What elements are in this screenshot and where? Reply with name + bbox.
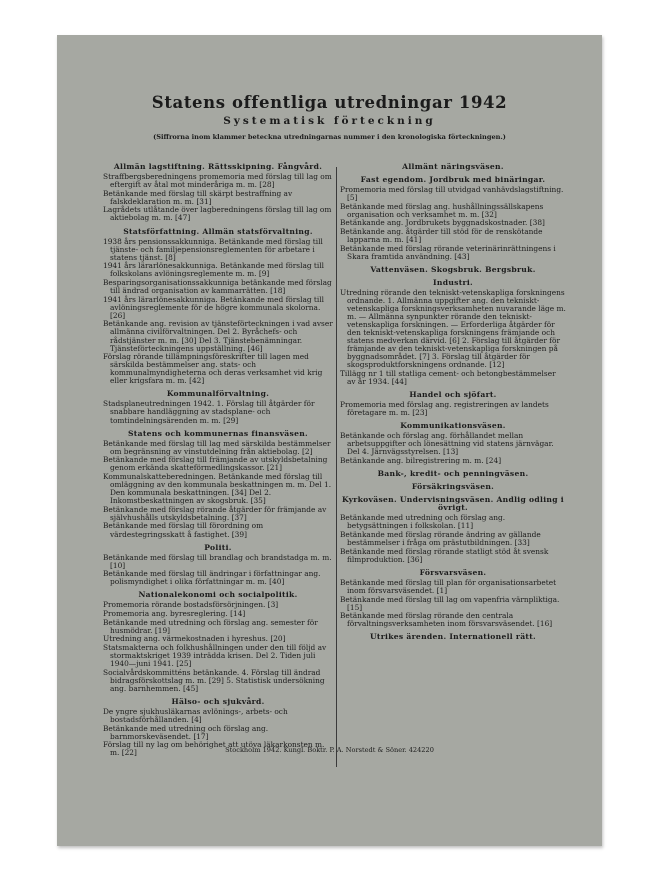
document-page (57, 35, 602, 846)
list-item: Förslag rörande tillämpningsföreskrifter till lagen med särskilda bestämmelser ang. stats- och kommunalmyndigheterna och deras verksamhet vid krig eller krigsfara m. m. [42] (103, 352, 323, 386)
section-heading: Kommunikationsväsen. (400, 421, 506, 431)
list-item: Betänkande med förslag rörande den centrala förvaltningsverksamheten inom försvarsväsendet. [16] (340, 611, 553, 629)
left-column (103, 163, 333, 758)
section-heading: Handel och sjöfart. (409, 390, 497, 400)
list-item: Betänkande med förslag rörande åtgärder för främjande av självhushålls utskyldsbetalning. [37] (103, 504, 327, 522)
section-heading: Hälso- och sjukvård. (171, 696, 265, 706)
list-item: Promemoria rörande bostadsförsörjningen. [3] (103, 600, 279, 610)
list-item: Betänkande och förslag ang. förhållandet mellan arbetsuppgifter och lönesättning vid statens järnvägar. Del 4. Järnvägsstyrelsen. [13] (340, 431, 554, 457)
section-heading: Nationalekonomi och socialpolitik. (138, 590, 298, 600)
list-item: Promemoria med förslag till utvidgad vanhävdslagstiftning. [5] (340, 185, 564, 203)
right-column (340, 163, 566, 643)
list-item: Betänkande med förslag till brandlag och brandstadga m. m. [10] (103, 552, 332, 570)
section-heading: Politi. (204, 542, 232, 552)
section-heading: Allmän lagstiftning. Rättsskipning. Fångvård. (113, 162, 323, 171)
list-item: Betänkande ang. åtgärder till stöd för de renskötande lapparna m. m. [41] (340, 227, 543, 245)
list-item: 1938 års pensionssakkunniga. Betänkande med förslag till tjänste- och familjepensionsreglementen för arbetare i statens tjänst. [8] (103, 236, 323, 262)
list-item: Betänkande med förslag rörande veterinärinrättningens i Skara framtida användning. [43] (340, 243, 556, 261)
section-heading: Statsförfattning. Allmän statsförvaltning. (123, 226, 313, 236)
section-heading: Industri. (433, 277, 473, 287)
list-item: Statsmakterna och folkhushållningen under den till följd av stormaktskriget 1939 inträdda krisen. Del 2. Tiden juli 1940—juni 1941. [25] (103, 643, 327, 669)
list-item: Betänkande med utredning och förslag ang. barnmorskeväsendet. [17] (103, 723, 269, 741)
list-item: 1941 års lärarlönesakkunniga. Betänkande med förslag till avlöningsreglemente för de högre kommunala skolorna. [26] (103, 294, 324, 320)
list-item: Tillägg nr 1 till statliga cement- och betongbestämmelser av år 1934. [44] (340, 369, 556, 387)
section-heading: Kommunalförvaltning. (166, 389, 270, 399)
list-item: Förslag till ny lag om behörighet att utöva läkarkonsten m. m. [22] (103, 740, 325, 758)
list-item: Kommunalskatteberedningen. Betänkande med förslag till omläggning av den kommunala beskattningen m. m. Del 1. Den kommunala beskattningen. [34] Del 2. Inkomstbeskattningen av skogsbruk. [35] (103, 471, 332, 506)
list-item: Betänkande med utredning och förslag ang. betygsättningen i folkskolan. [11] (340, 513, 506, 531)
list-item: Betänkande med förslag till plan för organisationsarbetet inom försvarsväsendet. [1] (340, 577, 557, 595)
list-item: Betänkande ang. bilregistrering m. m. [24] (340, 456, 502, 466)
document-subtitle: Systematisk förteckning (223, 115, 436, 127)
list-item: Betänkande med förslag till skärpt bestraffning av falskdeklaration m. m. [31] (103, 188, 293, 206)
list-item: Utredning ang. värmekostnaden i hyreshus. [20] (103, 634, 286, 644)
list-item: Betänkande med förslag till ändringar i författningar ang. polismyndighet i olika författningar m. m. [40] (103, 569, 321, 587)
list-item: Betänkande med förslag rörande statligt stöd åt svensk filmproduktion. [36] (340, 546, 549, 564)
document-note: (Siffrorna inom klammer beteckna utredningarnas nummer i den kronologiska förteckningen.) (153, 133, 506, 141)
list-item: Betänkande med förslag rörande ändring av gällande bestämmelser i fråga om prästutbildningen. [33] (340, 529, 541, 548)
column-divider (336, 167, 337, 767)
section-heading: Statens och kommunernas finansväsen. (128, 428, 308, 438)
list-item: 1941 års lärarlönesakkunniga. Betänkande med förslag till folkskolans avlöningsreglemente m. m. [9] (103, 261, 324, 279)
imprint: Stockholm 1942. Kungl. Boktr. P. A. Norstedt & Söner. 424220 (225, 746, 434, 754)
list-item: Lagrådets utlåtande över lagberedningens förslag till lag om aktiebolag m. m. [47] (103, 205, 332, 223)
section-heading: Försäkringsväsen. (411, 482, 495, 492)
section-heading: Vattenväsen. Skogsbruk. Bergsbruk. (370, 264, 536, 274)
section-heading: Kyrkoväsen. Undervisningsväsen. Andlig odling i övrigt. (342, 495, 564, 513)
section-heading: Bank-, kredit- och penningväsen. (377, 469, 529, 479)
list-item: Betänkande med förslag till lag med särskilda bestämmelser om begränsning av vinstutdelning från aktiebolag. [2] (103, 438, 331, 456)
list-item: Betänkande med förslag till främjande av utskyldsbetalning genom erkända skatteförmedlingskassor. [21] (103, 455, 328, 473)
list-item: Promemoria ang. byresreglering. [14] (103, 609, 246, 619)
list-item: Betänkande ang. Jordbrukets byggnadskostnader. [38] (340, 218, 545, 228)
list-item: Betänkande ang. revision av tjänsteförteckningen i vad avser allmänna civilförvaltningen. Del 2. Byråchefs- och rådstjänster m. m. [30] Del 3. Tjänstebenämningar. Tjänsteförteckningens uppställning. [46] (103, 319, 333, 353)
list-item: Betänkande med förslag till förordning om värdestegringsskatt å fastighet. [39] (103, 521, 264, 539)
section-heading: Fast egendom. Jordbruk med binäringar. (360, 175, 546, 185)
list-item: Promemoria med förslag ang. registreringen av landets företagare m. m. [23] (340, 400, 549, 418)
list-item: Betänkande med förslag ang. hushållningssällskapens organisation och verksamhet m. m. [32] (340, 201, 544, 219)
list-item: Stadsplaneutredningen 1942. 1. Förslag till åtgärder för snabbare handläggning av stadsplane- och tomtindelningsärenden m. m. [29] (103, 399, 315, 425)
list-item: Straffbergsberedningens promemoria med förslag till lag om eftergift av åtal mot minderåriga m. m. [28] (103, 172, 332, 190)
list-item: Utredning rörande den tekniskt-vetenskapliga forskningens ordnande. 1. Allmänna uppgifter ang. den tekniskt-vetenskapliga forskningsverksamheten nuvarande läge m. m. — Allmänna synpunkter rörande den tekniskt-vetenskapliga forskningen. — Erforderliga åtgärder för den tekniskt-vetenskapliga forskningens främjande och statens medverkan därvid. [6] 2. Förslag till åtgärder för främjande av den tekniskt-vetenskapliga forskningen på byggnadsområdet. [7] 3. Förslag till åtgärder för skogsproduktforskningens ordnande. [12] (340, 287, 566, 370)
list-item: Betänkande med förslag till lag om vapenfria värnpliktiga. [15] (340, 594, 560, 612)
list-item: Betänkande med utredning och förslag ang. semester för husmödrar. [19] (103, 617, 318, 635)
section-heading: Försvarsväsen. (419, 567, 487, 577)
document-title: Statens offentliga utredningar 1942 (151, 93, 508, 112)
section-heading: Allmänt näringsväsen. (402, 162, 504, 171)
list-item: Besparingsorganisationssakkunniga betänkande med förslag till ändrad organisation av kammarrätten. [18] (103, 277, 332, 296)
section-heading: Utrikes ärenden. Internationell rätt. (369, 632, 536, 642)
list-item: Socialvårdskommitténs betänkande. 4. Förslag till ändrad bidragsförskottslag m. m. [29] 5. Statistisk undersökning ang. barnhemmen. [45] (103, 667, 325, 693)
list-item: De yngre sjukhusläkarnas avlönings-, arbets- och bostadsförhållanden. [4] (103, 706, 288, 724)
